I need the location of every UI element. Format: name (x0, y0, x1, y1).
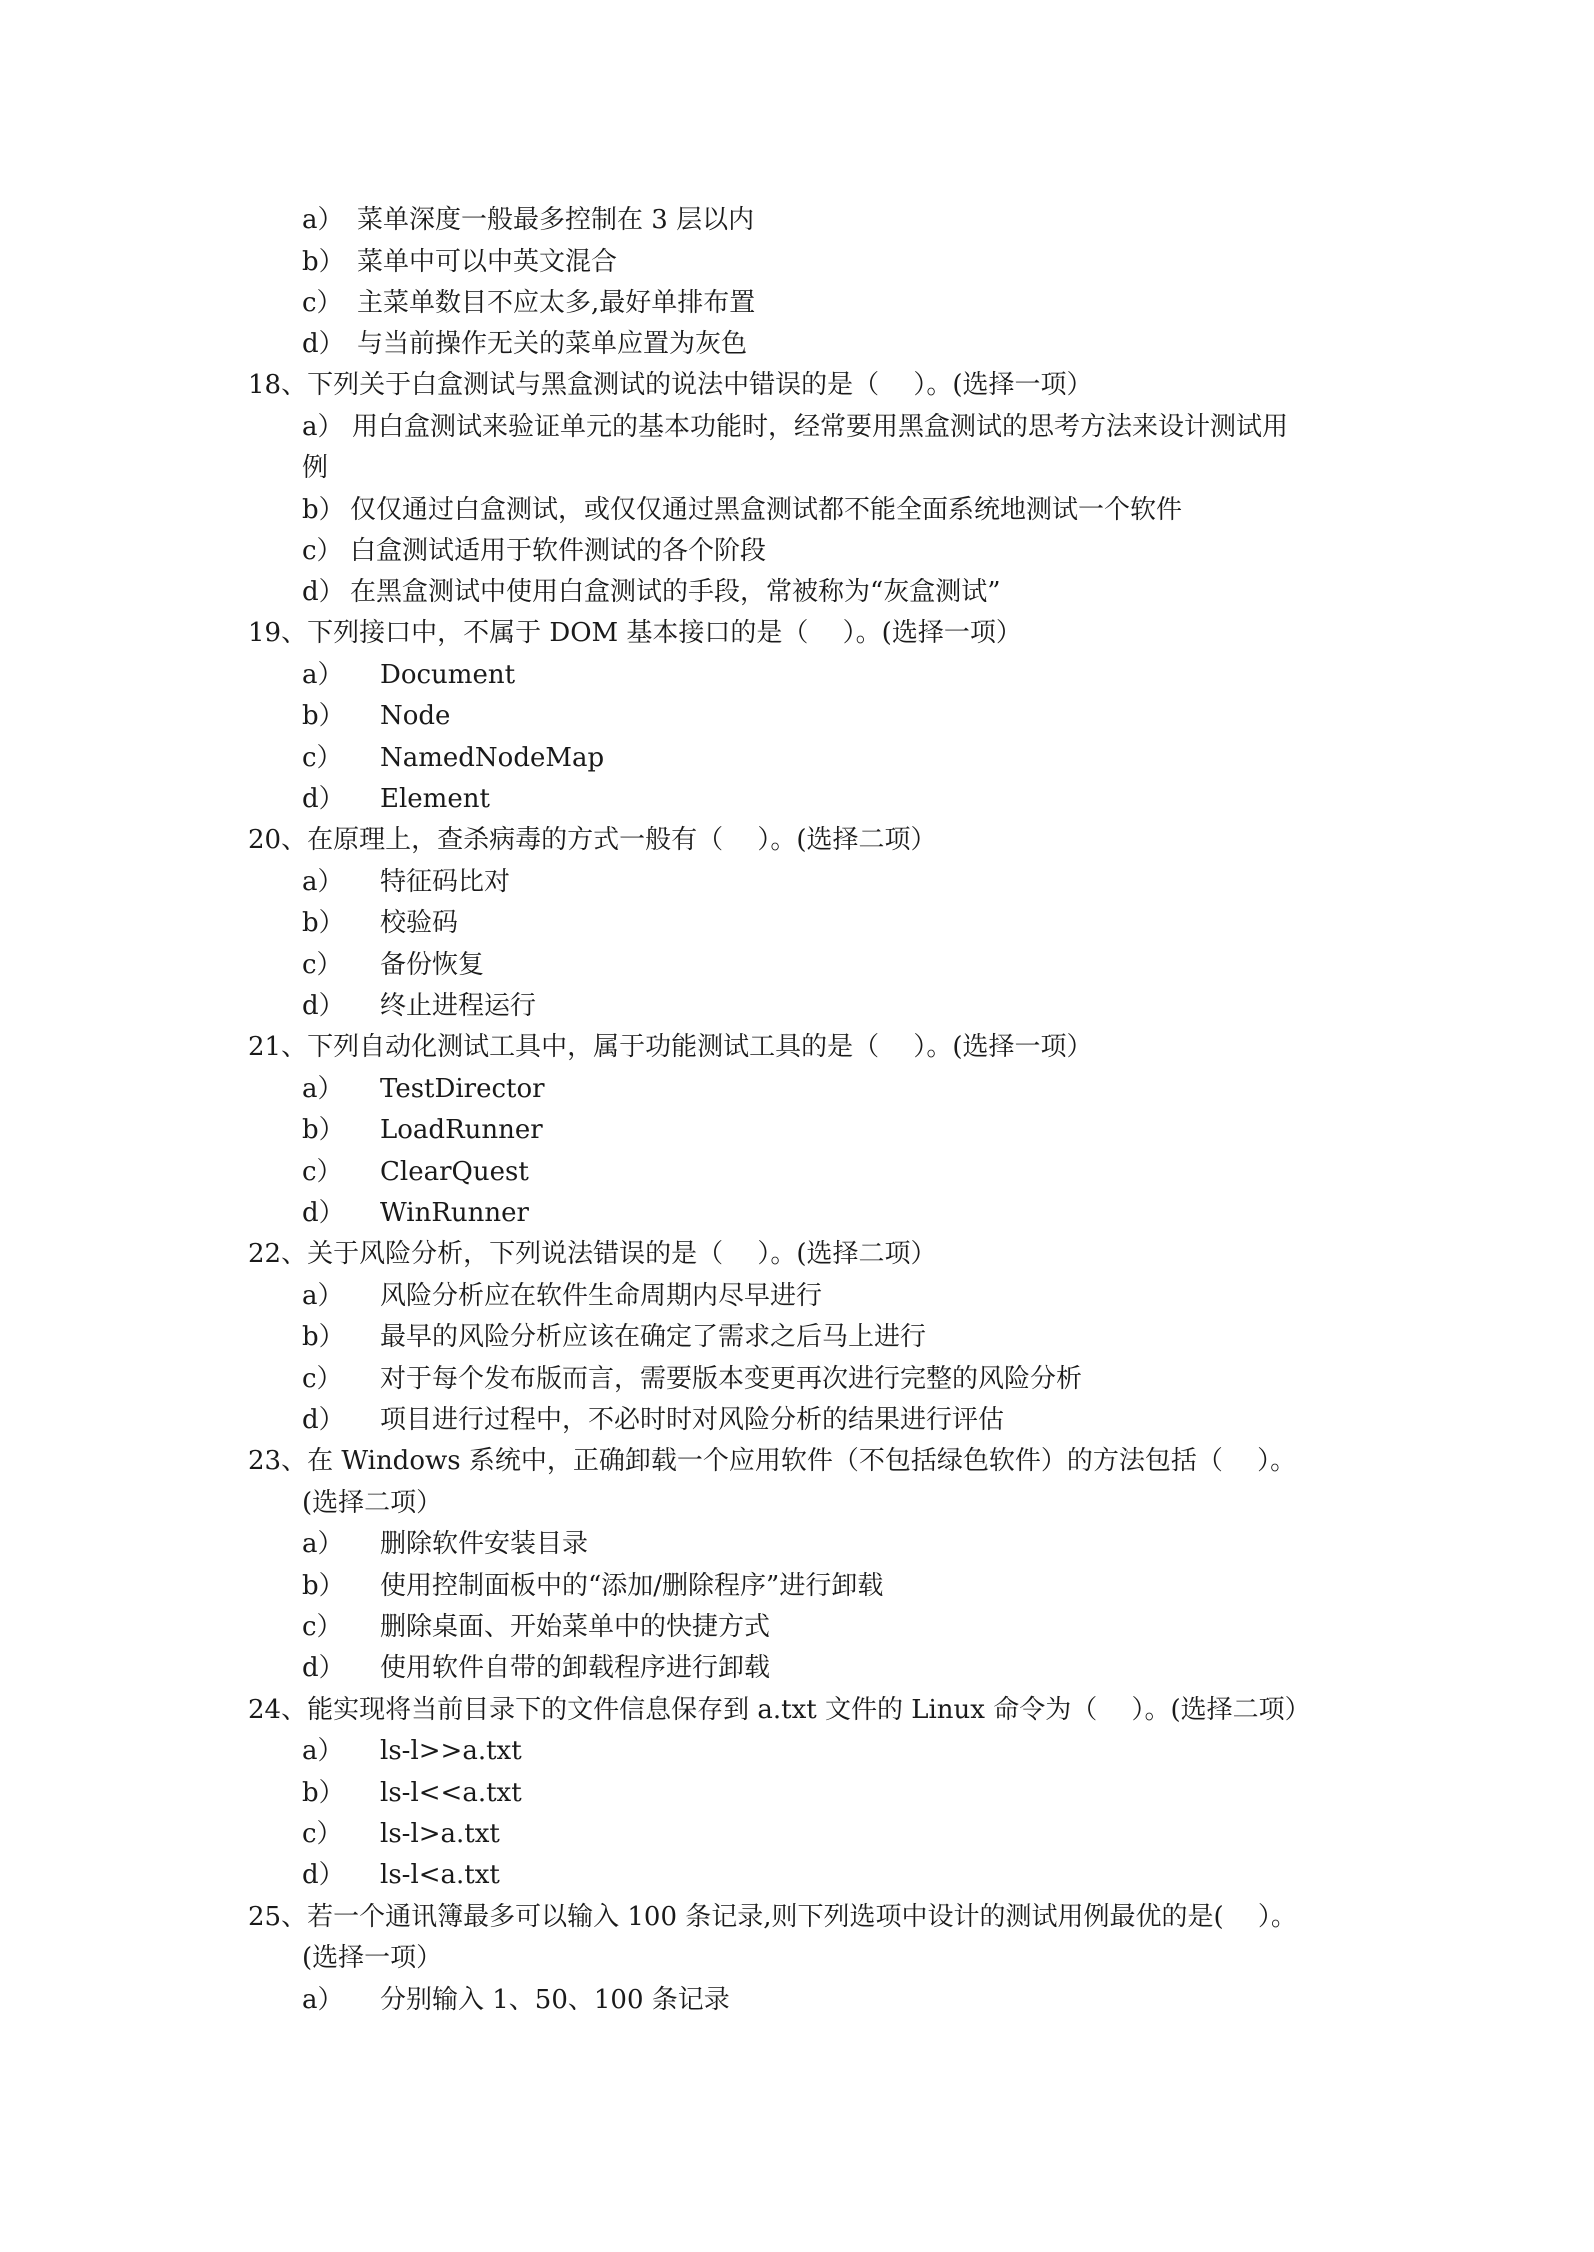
option-17b (302, 242, 617, 282)
option-23a (302, 1524, 588, 1564)
question-19 (248, 613, 1022, 653)
option-18c (302, 531, 766, 571)
option-text: ls-l>>a.txt (380, 1736, 522, 1766)
option-20c (302, 945, 484, 985)
option-18b (302, 490, 1182, 530)
option-text: TestDirector (380, 1074, 545, 1104)
option-24c (302, 1814, 500, 1854)
option-25a (302, 1980, 730, 2020)
option-label: c） (302, 1364, 343, 1394)
option-23c (302, 1607, 770, 1647)
option-label: a） (302, 867, 344, 897)
option-text: 菜单中可以中英文混合 (357, 247, 618, 277)
question-stem: 若一个通讯簿最多可以输入 100 条记录,则下列选项中设计的测试用例最优的是( ）。 (307, 1902, 1297, 1932)
question-number: 20、 (248, 825, 308, 855)
option-20a (302, 862, 510, 902)
question-23-cont (302, 1483, 442, 1523)
option-text: 最早的风险分析应该在确定了需求之后马上进行 (380, 1322, 927, 1352)
option-text: 删除软件安装目录 (380, 1529, 589, 1559)
option-label: d） (302, 1653, 345, 1683)
option-text: ls-l<a.txt (380, 1860, 500, 1890)
question-stem: 关于风险分析，下列说法错误的是（ ）。(选择二项） (307, 1239, 937, 1269)
option-label: c） (302, 1612, 343, 1642)
question-25 (248, 1897, 1297, 1937)
option-22b (302, 1317, 926, 1357)
option-text: 特征码比对 (380, 867, 511, 897)
option-19a (302, 655, 515, 695)
option-label: d） (302, 1860, 345, 1890)
option-text: LoadRunner (380, 1115, 543, 1145)
question-25-cont (302, 1938, 442, 1978)
option-text: 分别输入 1、50、100 条记录 (380, 1985, 730, 2015)
question-stem: 能实现将当前目录下的文件信息保存到 a.txt 文件的 Linux 命令为（ ）。(选择二项） (307, 1695, 1311, 1725)
option-text: 校验码 (380, 908, 459, 938)
option-label: a） (302, 1985, 344, 2015)
option-label: b） (302, 1778, 345, 1808)
option-20b (302, 903, 458, 943)
option-text: 对于每个发布版而言，需要版本变更再次进行完整的风险分析 (380, 1364, 1083, 1394)
question-stem: 下列自动化测试工具中，属于功能测试工具的是（ ）。(选择一项） (307, 1032, 1093, 1062)
question-23 (248, 1441, 1296, 1481)
option-text: WinRunner (380, 1198, 529, 1228)
option-22c (302, 1359, 1082, 1399)
option-text: ls-l<<a.txt (380, 1778, 522, 1808)
option-text: 与当前操作无关的菜单应置为灰色 (357, 329, 748, 359)
option-text: Document (380, 660, 516, 690)
option-label: d） (302, 1405, 345, 1435)
option-label: a） (302, 1736, 344, 1766)
question-number: 23、 (248, 1446, 308, 1476)
option-18d (302, 572, 1001, 612)
option-19c (302, 738, 604, 778)
option-label: c） (302, 950, 343, 980)
option-label: b） (302, 1322, 345, 1352)
option-17a (302, 200, 754, 240)
option-22a (302, 1276, 822, 1316)
option-19d (302, 779, 490, 819)
option-label: c） (302, 1157, 343, 1187)
option-text: 备份恢复 (380, 950, 485, 980)
option-label: a） (302, 1281, 344, 1311)
option-label: c） (302, 1819, 343, 1849)
question-number: 18、 (248, 370, 308, 400)
option-text: 项目进行过程中，不必时时对风险分析的结果进行评估 (380, 1405, 1005, 1435)
option-text: 使用软件自带的卸载程序进行卸载 (380, 1653, 771, 1683)
option-text: 使用控制面板中的“添加/删除程序”进行卸载 (380, 1571, 884, 1601)
option-label: b） (302, 495, 345, 525)
option-21a (302, 1069, 545, 1109)
option-text: 在黑盒测试中使用白盒测试的手段，常被称为“灰盒测试” (350, 577, 1001, 607)
question-stem: 在原理上，查杀病毒的方式一般有（ ）。(选择二项） (307, 825, 937, 855)
question-number: 19、 (248, 618, 308, 648)
option-text: 用白盒测试来验证单元的基本功能时，经常要用黑盒测试的思考方法来设计测试用 (352, 412, 1289, 442)
option-label: a） (302, 1074, 344, 1104)
question-21 (248, 1027, 1093, 1067)
option-17c (302, 283, 755, 323)
option-21b (302, 1110, 543, 1150)
option-text: Node (380, 701, 451, 731)
option-label: d） (302, 329, 345, 359)
question-number: 24、 (248, 1695, 308, 1725)
option-label: a） (302, 205, 344, 235)
option-label: c） (302, 536, 343, 566)
option-label: b） (302, 1115, 345, 1145)
option-label: a） (302, 412, 344, 442)
option-24b (302, 1773, 522, 1813)
option-label: d） (302, 784, 345, 814)
option-24a (302, 1731, 522, 1771)
option-text: Element (380, 784, 490, 814)
option-18a (302, 407, 1288, 447)
option-17d (302, 324, 747, 364)
option-label: a） (302, 1529, 344, 1559)
option-23d (302, 1648, 770, 1688)
option-18a-cont (302, 448, 328, 488)
option-text: ls-l>a.txt (380, 1819, 500, 1849)
option-text: 风险分析应在软件生命周期内尽早进行 (380, 1281, 823, 1311)
option-24d (302, 1855, 500, 1895)
option-label: d） (302, 991, 345, 1021)
option-label: d） (302, 577, 345, 607)
option-21d (302, 1193, 529, 1233)
option-text: 删除桌面、开始菜单中的快捷方式 (380, 1612, 771, 1642)
option-label: b） (302, 247, 345, 277)
option-text: 菜单深度一般最多控制在 3 层以内 (357, 205, 755, 235)
question-24 (248, 1690, 1311, 1730)
question-number: 25、 (248, 1902, 308, 1932)
option-label: a） (302, 660, 344, 690)
option-label: b） (302, 908, 345, 938)
option-19b (302, 696, 450, 736)
option-text: 终止进程运行 (380, 991, 537, 1021)
option-text: 主菜单数目不应太多,最好单排布置 (357, 288, 756, 318)
option-label: c） (302, 288, 343, 318)
option-label: c） (302, 743, 343, 773)
option-21c (302, 1152, 529, 1192)
option-22d (302, 1400, 1004, 1440)
question-stem-cont: (选择二项） (302, 1488, 443, 1518)
option-text: 例 (302, 453, 329, 483)
question-stem-cont: (选择一项） (302, 1943, 443, 1973)
option-text: ClearQuest (380, 1157, 529, 1187)
question-stem: 下列关于白盒测试与黑盒测试的说法中错误的是（ ）。(选择一项） (307, 370, 1093, 400)
option-23b (302, 1566, 883, 1606)
question-number: 21、 (248, 1032, 308, 1062)
option-label: b） (302, 701, 345, 731)
option-text: 白盒测试适用于软件测试的各个阶段 (350, 536, 767, 566)
question-22 (248, 1234, 937, 1274)
question-number: 22、 (248, 1239, 308, 1269)
option-20d (302, 986, 536, 1026)
question-18 (248, 365, 1093, 405)
option-text: NamedNodeMap (380, 743, 605, 773)
question-20 (248, 820, 937, 860)
option-label: d） (302, 1198, 345, 1228)
question-stem: 下列接口中，不属于 DOM 基本接口的是（ ）。(选择一项） (307, 618, 1022, 648)
option-label: b） (302, 1571, 345, 1601)
option-text: 仅仅通过白盒测试，或仅仅通过黑盒测试都不能全面系统地测试一个软件 (350, 495, 1183, 525)
question-stem: 在 Windows 系统中，正确卸载一个应用软件（不包括绿色软件）的方法包括（ ）。 (307, 1446, 1297, 1476)
